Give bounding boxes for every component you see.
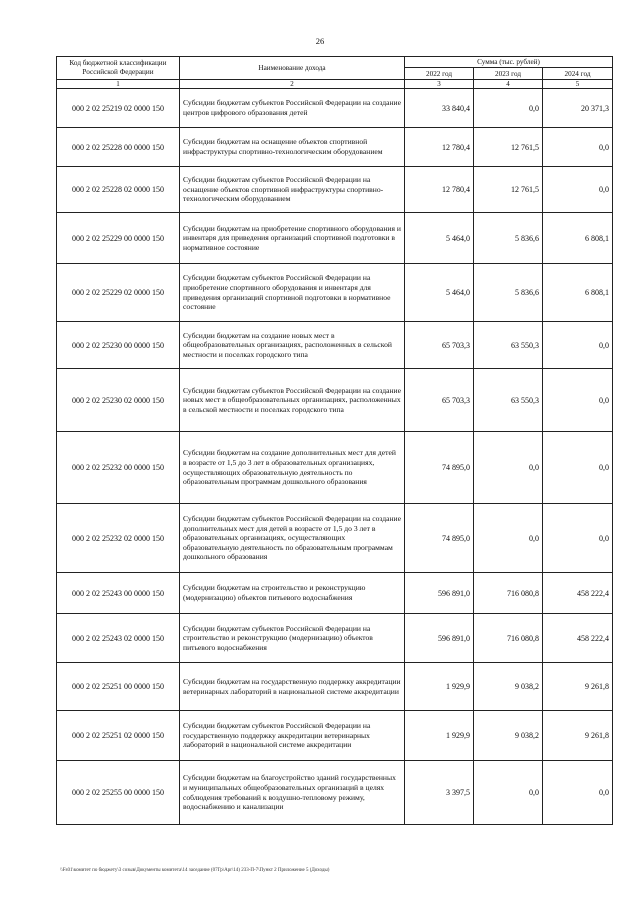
column-number: 1 [57, 80, 180, 89]
row-name: Субсидии бюджетам субъектов Российской Федерации на приобретение спортивного оборудования и инвентаря для приведения организаций спортивной подготовки в нормативное состояние [180, 264, 405, 322]
row-name: Субсидии бюджетам на создание дополнительных мест для детей в возрасте от 1,5 до 3 лет в образовательных организациях, осуществляющих образовательную деятельность по образовательным программам дошкольного образования [180, 432, 405, 504]
footer-file-path: \\Fs01\комитет по бюджету\3 созыв\Документы комитета\14 заседание (07Гр\Apr\14) 233-П-7\Пункт 2 Приложение 5 (Доходы) [60, 868, 330, 873]
row-code: 000 2 02 25230 02 0000 150 [57, 369, 180, 432]
year-2024-header: 2024 год [543, 68, 613, 80]
row-name: Субсидии бюджетам на благоустройство зданий государственных и муниципальных общеобразовательных организаций в целях соблюдения требований к воздушно-тепловому режиму, водоснабжению и канализации [180, 761, 405, 825]
row-code: 000 2 02 25230 00 0000 150 [57, 322, 180, 369]
row-code: 000 2 02 25255 00 0000 150 [57, 761, 180, 825]
row-value-2024: 0,0 [543, 322, 613, 369]
row-value-2024: 6 808,1 [543, 264, 613, 322]
table-row [57, 264, 613, 322]
sum-column-header: Сумма (тыс. рублей) [405, 57, 613, 68]
budget-income-table [56, 56, 613, 825]
row-name: Субсидии бюджетам на государственную поддержку аккредитации ветеринарных лабораторий в национальной системе аккредитации [180, 663, 405, 711]
row-value-2024: 9 261,8 [543, 663, 613, 711]
row-value-2024: 6 808,1 [543, 213, 613, 264]
row-value-2024: 458 222,4 [543, 614, 613, 663]
column-number: 3 [405, 80, 474, 89]
column-number: 5 [543, 80, 613, 89]
row-code: 000 2 02 25251 00 0000 150 [57, 663, 180, 711]
row-value-2024: 0,0 [543, 761, 613, 825]
table-row [57, 432, 613, 504]
row-value-2024: 0,0 [543, 167, 613, 213]
row-value-2024: 458 222,4 [543, 573, 613, 614]
row-code: 000 2 02 25219 02 0000 150 [57, 89, 180, 128]
row-value-2024: 20 371,3 [543, 89, 613, 128]
table-row [57, 128, 613, 167]
row-code: 000 2 02 25232 00 0000 150 [57, 432, 180, 504]
row-code: 000 2 02 25243 02 0000 150 [57, 614, 180, 663]
table-row [57, 663, 613, 711]
column-number: 4 [474, 80, 543, 89]
row-value-2022: 65 703,3 [405, 369, 474, 432]
row-value-2022: 74 895,0 [405, 432, 474, 504]
name-column-header: Наименование дохода [180, 57, 405, 80]
row-name: Субсидии бюджетам субъектов Российской Федерации на оснащение объектов спортивной инфраструктуры спортивно-технологическим оборудованием [180, 167, 405, 213]
row-value-2022: 5 464,0 [405, 264, 474, 322]
row-name: Субсидии бюджетам на приобретение спортивного оборудования и инвентаря для приведения организаций спортивной подготовки в нормативное состояние [180, 213, 405, 264]
row-name: Субсидии бюджетам субъектов Российской Федерации на государственную поддержку аккредитации ветеринарных лабораторий в национальной системе аккредитации [180, 711, 405, 761]
row-value-2023: 0,0 [474, 504, 543, 573]
row-value-2023: 716 080,8 [474, 573, 543, 614]
row-value-2023: 0,0 [474, 432, 543, 504]
row-name: Субсидии бюджетам субъектов Российской Федерации на создание центров цифрового образования детей [180, 89, 405, 128]
row-value-2023: 5 836,6 [474, 213, 543, 264]
row-name: Субсидии бюджетам субъектов Российской Федерации на создание дополнительных мест для детей в возрасте от 1,5 до 3 лет в образовательных организациях, осуществляющих образовательную деятельность по образовательным программам дошкольного образования [180, 504, 405, 573]
row-value-2022: 5 464,0 [405, 213, 474, 264]
row-name: Субсидии бюджетам субъектов Российской Федерации на создание новых мест в общеобразовательных организациях, расположенных в сельской местности и поселках городского типа [180, 369, 405, 432]
row-code: 000 2 02 25229 02 0000 150 [57, 264, 180, 322]
row-name: Субсидии бюджетам на строительство и реконструкцию (модернизацию) объектов питьевого водоснабжения [180, 573, 405, 614]
table-row [57, 504, 613, 573]
row-value-2023: 63 550,3 [474, 322, 543, 369]
row-code: 000 2 02 25251 02 0000 150 [57, 711, 180, 761]
table-row [57, 322, 613, 369]
row-value-2022: 596 891,0 [405, 614, 474, 663]
row-value-2022: 12 780,4 [405, 128, 474, 167]
row-value-2024: 0,0 [543, 128, 613, 167]
table-row [57, 89, 613, 128]
table-row [57, 614, 613, 663]
row-value-2024: 9 261,8 [543, 711, 613, 761]
row-value-2022: 596 891,0 [405, 573, 474, 614]
row-value-2023: 12 761,5 [474, 128, 543, 167]
row-name: Субсидии бюджетам на создание новых мест в общеобразовательных организациях, расположенных в сельской местности и поселках городского типа [180, 322, 405, 369]
table-row [57, 369, 613, 432]
row-value-2022: 65 703,3 [405, 322, 474, 369]
year-2022-header: 2022 год [405, 68, 474, 80]
code-column-header: Код бюджетной классификации Российской Федерации [57, 57, 180, 80]
row-code: 000 2 02 25228 02 0000 150 [57, 167, 180, 213]
table-row [57, 213, 613, 264]
row-value-2023: 63 550,3 [474, 369, 543, 432]
row-value-2023: 0,0 [474, 89, 543, 128]
row-code: 000 2 02 25243 00 0000 150 [57, 573, 180, 614]
row-value-2023: 5 836,6 [474, 264, 543, 322]
row-value-2024: 0,0 [543, 432, 613, 504]
row-value-2024: 0,0 [543, 504, 613, 573]
year-2023-header: 2023 год [474, 68, 543, 80]
row-value-2022: 74 895,0 [405, 504, 474, 573]
row-value-2024: 0,0 [543, 369, 613, 432]
row-value-2023: 9 038,2 [474, 711, 543, 761]
column-number: 2 [180, 80, 405, 89]
row-value-2022: 12 780,4 [405, 167, 474, 213]
row-value-2022: 1 929,9 [405, 711, 474, 761]
row-value-2023: 0,0 [474, 761, 543, 825]
row-value-2022: 1 929,9 [405, 663, 474, 711]
table-row [57, 167, 613, 213]
row-name: Субсидии бюджетам на оснащение объектов спортивной инфраструктуры спортивно-технологическим оборудованием [180, 128, 405, 167]
row-value-2022: 3 397,5 [405, 761, 474, 825]
row-code: 000 2 02 25229 00 0000 150 [57, 213, 180, 264]
table-row [57, 573, 613, 614]
row-code: 000 2 02 25232 02 0000 150 [57, 504, 180, 573]
row-value-2023: 9 038,2 [474, 663, 543, 711]
table-row [57, 761, 613, 825]
row-code: 000 2 02 25228 00 0000 150 [57, 128, 180, 167]
row-name: Субсидии бюджетам субъектов Российской Федерации на строительство и реконструкцию (модернизацию) объектов питьевого водоснабжения [180, 614, 405, 663]
row-value-2022: 33 840,4 [405, 89, 474, 128]
row-value-2023: 12 761,5 [474, 167, 543, 213]
row-value-2023: 716 080,8 [474, 614, 543, 663]
table-row [57, 711, 613, 761]
page-number: 26 [315, 36, 325, 46]
